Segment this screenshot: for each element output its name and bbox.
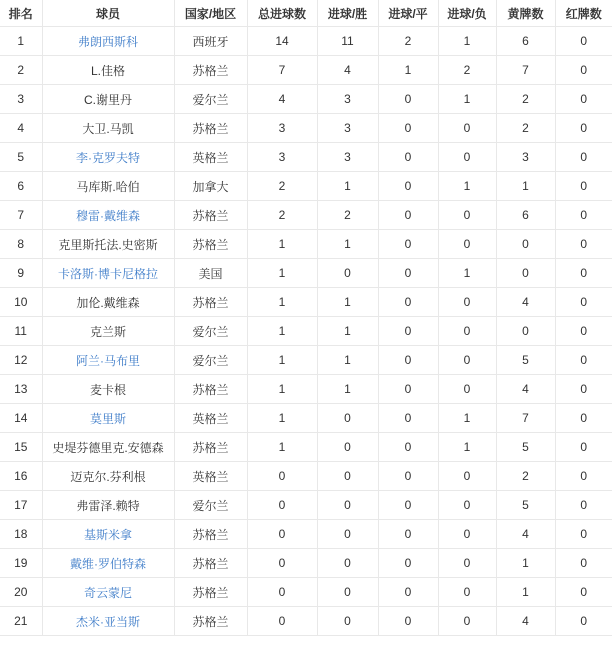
- goals-draw-cell: 0: [378, 259, 438, 288]
- goals-draw-cell: 0: [378, 375, 438, 404]
- yellow-cards-cell: 4: [496, 375, 555, 404]
- red-cards-cell: 0: [555, 520, 612, 549]
- player-name-text: 马库斯.哈伯: [76, 179, 140, 194]
- table-row: [0, 259, 612, 288]
- goals-draw-cell: 0: [378, 491, 438, 520]
- yellow-cards-cell: 1: [496, 172, 555, 201]
- red-cards-cell: 0: [555, 433, 612, 462]
- player-cell: [42, 607, 174, 636]
- country-cell: 爱尔兰: [174, 491, 247, 520]
- goals-win-cell: 0: [317, 491, 378, 520]
- rank-cell: 16: [0, 462, 42, 491]
- goals-win-cell: 4: [317, 56, 378, 85]
- player-name-link[interactable]: 穆雷·戴维森: [76, 208, 140, 223]
- table-row: [0, 607, 612, 636]
- rank-cell: 11: [0, 317, 42, 346]
- player-cell: [42, 578, 174, 607]
- rank-cell: 9: [0, 259, 42, 288]
- total-goals-cell: 3: [247, 114, 317, 143]
- player-name-text: 迈克尔.芬利根: [70, 469, 146, 484]
- col-header-total-goals: 总进球数: [247, 0, 317, 27]
- col-header-goals-draw: 进球/平: [378, 0, 438, 27]
- player-name-text: 麦卡根: [89, 382, 126, 397]
- goals-draw-cell: 0: [378, 288, 438, 317]
- yellow-cards-cell: 0: [496, 317, 555, 346]
- col-header-goals-win: 进球/胜: [317, 0, 378, 27]
- yellow-cards-cell: 5: [496, 491, 555, 520]
- goals-win-cell: 1: [317, 317, 378, 346]
- player-name-text: C.谢里丹: [83, 92, 132, 107]
- total-goals-cell: 0: [247, 578, 317, 607]
- goals-win-cell: 1: [317, 346, 378, 375]
- player-cell: [42, 520, 174, 549]
- table-row: [0, 172, 612, 201]
- player-name-text: 克兰斯: [89, 324, 126, 339]
- rank-cell: 19: [0, 549, 42, 578]
- rank-cell: 6: [0, 172, 42, 201]
- red-cards-cell: 0: [555, 288, 612, 317]
- yellow-cards-cell: 2: [496, 114, 555, 143]
- yellow-cards-cell: 2: [496, 85, 555, 114]
- goals-draw-cell: 0: [378, 317, 438, 346]
- country-cell: 美国: [174, 259, 247, 288]
- country-cell: 加拿大: [174, 172, 247, 201]
- total-goals-cell: 0: [247, 549, 317, 578]
- country-cell: 苏格兰: [174, 549, 247, 578]
- goals-draw-cell: 0: [378, 114, 438, 143]
- country-cell: 爱尔兰: [174, 346, 247, 375]
- rank-cell: 14: [0, 404, 42, 433]
- country-cell: 爱尔兰: [174, 85, 247, 114]
- red-cards-cell: 0: [555, 114, 612, 143]
- goals-loss-cell: 0: [438, 143, 496, 172]
- goals-win-cell: 0: [317, 259, 378, 288]
- player-cell: [42, 288, 174, 317]
- red-cards-cell: 0: [555, 317, 612, 346]
- goals-draw-cell: 0: [378, 549, 438, 578]
- country-cell: 苏格兰: [174, 578, 247, 607]
- total-goals-cell: 0: [247, 607, 317, 636]
- yellow-cards-cell: 5: [496, 346, 555, 375]
- goals-loss-cell: 1: [438, 27, 496, 56]
- player-name-text: 克里斯托法.史密斯: [58, 237, 158, 252]
- country-cell: 苏格兰: [174, 607, 247, 636]
- goals-win-cell: 1: [317, 172, 378, 201]
- col-header-red-cards: 红牌数: [555, 0, 612, 27]
- total-goals-cell: 1: [247, 346, 317, 375]
- yellow-cards-cell: 0: [496, 230, 555, 259]
- yellow-cards-cell: 4: [496, 607, 555, 636]
- player-name-link[interactable]: 奇云蒙尼: [83, 585, 132, 600]
- rank-cell: 3: [0, 85, 42, 114]
- country-cell: 西班牙: [174, 27, 247, 56]
- yellow-cards-cell: 1: [496, 578, 555, 607]
- goals-loss-cell: 0: [438, 201, 496, 230]
- goals-win-cell: 0: [317, 433, 378, 462]
- rank-cell: 21: [0, 607, 42, 636]
- player-name-link[interactable]: 杰米·亚当斯: [76, 614, 140, 629]
- player-cell: [42, 172, 174, 201]
- total-goals-cell: 1: [247, 404, 317, 433]
- goals-draw-cell: 0: [378, 346, 438, 375]
- table-row: [0, 549, 612, 578]
- player-cell: [42, 230, 174, 259]
- goals-win-cell: 1: [317, 375, 378, 404]
- total-goals-cell: 0: [247, 491, 317, 520]
- goals-draw-cell: 0: [378, 607, 438, 636]
- table-row: [0, 56, 612, 85]
- player-name-text: 史堤芬德里克.安德森: [52, 440, 164, 455]
- red-cards-cell: 0: [555, 27, 612, 56]
- goals-draw-cell: 0: [378, 433, 438, 462]
- goals-loss-cell: 1: [438, 433, 496, 462]
- table-body: [0, 27, 612, 636]
- rank-cell: 2: [0, 56, 42, 85]
- table-row: [0, 201, 612, 230]
- goals-draw-cell: 0: [378, 201, 438, 230]
- player-name-link[interactable]: 戴维·罗伯特森: [70, 556, 146, 571]
- yellow-cards-cell: 5: [496, 433, 555, 462]
- total-goals-cell: 0: [247, 520, 317, 549]
- rank-cell: 18: [0, 520, 42, 549]
- total-goals-cell: 1: [247, 317, 317, 346]
- goals-loss-cell: 0: [438, 520, 496, 549]
- country-cell: 苏格兰: [174, 201, 247, 230]
- player-cell: [42, 317, 174, 346]
- country-cell: 苏格兰: [174, 520, 247, 549]
- goals-loss-cell: 2: [438, 56, 496, 85]
- table-row: [0, 317, 612, 346]
- col-header-country: 国家/地区: [174, 0, 247, 27]
- player-cell: [42, 346, 174, 375]
- red-cards-cell: 0: [555, 56, 612, 85]
- col-header-rank: 排名: [0, 0, 42, 27]
- goals-draw-cell: 0: [378, 230, 438, 259]
- yellow-cards-cell: 2: [496, 462, 555, 491]
- rank-cell: 4: [0, 114, 42, 143]
- player-name-link[interactable]: 基斯米拿: [83, 527, 132, 542]
- red-cards-cell: 0: [555, 172, 612, 201]
- table-row: [0, 578, 612, 607]
- table-row: [0, 230, 612, 259]
- country-cell: 英格兰: [174, 462, 247, 491]
- total-goals-cell: 1: [247, 288, 317, 317]
- total-goals-cell: 3: [247, 143, 317, 172]
- player-cell: [42, 27, 174, 56]
- table-row: [0, 520, 612, 549]
- header-row: [0, 0, 612, 27]
- goals-win-cell: 0: [317, 607, 378, 636]
- rank-cell: 7: [0, 201, 42, 230]
- total-goals-cell: 1: [247, 375, 317, 404]
- red-cards-cell: 0: [555, 230, 612, 259]
- red-cards-cell: 0: [555, 578, 612, 607]
- red-cards-cell: 0: [555, 143, 612, 172]
- player-cell: [42, 549, 174, 578]
- goals-win-cell: 0: [317, 549, 378, 578]
- player-name-link[interactable]: 卡洛斯·博卡尼格拉: [58, 266, 158, 281]
- goals-draw-cell: 0: [378, 143, 438, 172]
- country-cell: 苏格兰: [174, 114, 247, 143]
- red-cards-cell: 0: [555, 462, 612, 491]
- yellow-cards-cell: 7: [496, 404, 555, 433]
- table-row: [0, 27, 612, 56]
- goals-win-cell: 0: [317, 462, 378, 491]
- goals-draw-cell: 0: [378, 520, 438, 549]
- player-cell: [42, 85, 174, 114]
- yellow-cards-cell: 3: [496, 143, 555, 172]
- goals-loss-cell: 0: [438, 317, 496, 346]
- yellow-cards-cell: 6: [496, 27, 555, 56]
- goals-loss-cell: 0: [438, 288, 496, 317]
- yellow-cards-cell: 7: [496, 56, 555, 85]
- goals-win-cell: 3: [317, 85, 378, 114]
- country-cell: 苏格兰: [174, 230, 247, 259]
- goals-win-cell: 0: [317, 578, 378, 607]
- rank-cell: 15: [0, 433, 42, 462]
- total-goals-cell: 0: [247, 462, 317, 491]
- player-name-link[interactable]: 阿兰·马布里: [76, 353, 140, 368]
- goals-draw-cell: 0: [378, 404, 438, 433]
- player-cell: [42, 114, 174, 143]
- red-cards-cell: 0: [555, 404, 612, 433]
- goals-draw-cell: 2: [378, 27, 438, 56]
- red-cards-cell: 0: [555, 375, 612, 404]
- goals-draw-cell: 0: [378, 172, 438, 201]
- player-name-text: 弗雷泽.赖特: [76, 498, 140, 513]
- table-row: [0, 288, 612, 317]
- total-goals-cell: 14: [247, 27, 317, 56]
- player-name-link[interactable]: 李·克罗夫特: [76, 150, 140, 165]
- rank-cell: 20: [0, 578, 42, 607]
- goals-win-cell: 11: [317, 27, 378, 56]
- rank-cell: 10: [0, 288, 42, 317]
- country-cell: 苏格兰: [174, 288, 247, 317]
- red-cards-cell: 0: [555, 259, 612, 288]
- yellow-cards-cell: 6: [496, 201, 555, 230]
- rank-cell: 12: [0, 346, 42, 375]
- player-name-text: L.佳格: [90, 63, 125, 78]
- goals-win-cell: 0: [317, 520, 378, 549]
- player-cell: [42, 433, 174, 462]
- yellow-cards-cell: 1: [496, 549, 555, 578]
- yellow-cards-cell: 0: [496, 259, 555, 288]
- table-row: [0, 433, 612, 462]
- goals-draw-cell: 0: [378, 462, 438, 491]
- goals-loss-cell: 0: [438, 549, 496, 578]
- goals-draw-cell: 0: [378, 578, 438, 607]
- total-goals-cell: 7: [247, 56, 317, 85]
- goals-win-cell: 3: [317, 143, 378, 172]
- rank-cell: 17: [0, 491, 42, 520]
- goals-win-cell: 1: [317, 288, 378, 317]
- goals-win-cell: 1: [317, 230, 378, 259]
- player-name-link[interactable]: 弗朗西斯科: [77, 34, 138, 49]
- goals-loss-cell: 0: [438, 578, 496, 607]
- player-cell: [42, 462, 174, 491]
- goals-loss-cell: 1: [438, 85, 496, 114]
- red-cards-cell: 0: [555, 549, 612, 578]
- goals-loss-cell: 1: [438, 404, 496, 433]
- total-goals-cell: 1: [247, 433, 317, 462]
- yellow-cards-cell: 4: [496, 520, 555, 549]
- player-cell: [42, 143, 174, 172]
- player-name-text: 加伦.戴维森: [76, 295, 140, 310]
- red-cards-cell: 0: [555, 607, 612, 636]
- red-cards-cell: 0: [555, 201, 612, 230]
- goals-loss-cell: 0: [438, 230, 496, 259]
- goals-loss-cell: 0: [438, 346, 496, 375]
- table-row: [0, 85, 612, 114]
- player-cell: [42, 56, 174, 85]
- red-cards-cell: 0: [555, 491, 612, 520]
- country-cell: 苏格兰: [174, 375, 247, 404]
- country-cell: 英格兰: [174, 404, 247, 433]
- table-row: [0, 114, 612, 143]
- total-goals-cell: 2: [247, 201, 317, 230]
- goals-win-cell: 0: [317, 404, 378, 433]
- goals-loss-cell: 1: [438, 259, 496, 288]
- goals-win-cell: 2: [317, 201, 378, 230]
- player-cell: [42, 259, 174, 288]
- total-goals-cell: 1: [247, 230, 317, 259]
- player-name-link[interactable]: 莫里斯: [89, 411, 126, 426]
- table-row: [0, 143, 612, 172]
- table-row: [0, 346, 612, 375]
- rank-cell: 1: [0, 27, 42, 56]
- country-cell: 苏格兰: [174, 56, 247, 85]
- goals-loss-cell: 0: [438, 462, 496, 491]
- goals-win-cell: 3: [317, 114, 378, 143]
- total-goals-cell: 2: [247, 172, 317, 201]
- total-goals-cell: 4: [247, 85, 317, 114]
- rank-cell: 13: [0, 375, 42, 404]
- country-cell: 英格兰: [174, 143, 247, 172]
- rank-cell: 5: [0, 143, 42, 172]
- player-cell: [42, 491, 174, 520]
- col-header-yellow-cards: 黄牌数: [496, 0, 555, 27]
- goals-draw-cell: 1: [378, 56, 438, 85]
- red-cards-cell: 0: [555, 85, 612, 114]
- red-cards-cell: 0: [555, 346, 612, 375]
- rank-cell: 8: [0, 230, 42, 259]
- player-cell: [42, 404, 174, 433]
- table-row: [0, 462, 612, 491]
- yellow-cards-cell: 4: [496, 288, 555, 317]
- player-name-text: 大卫.马凯: [82, 121, 134, 136]
- goals-loss-cell: 0: [438, 375, 496, 404]
- goals-loss-cell: 1: [438, 172, 496, 201]
- goals-loss-cell: 0: [438, 114, 496, 143]
- goals-loss-cell: 0: [438, 607, 496, 636]
- table-row: [0, 404, 612, 433]
- total-goals-cell: 1: [247, 259, 317, 288]
- country-cell: 爱尔兰: [174, 317, 247, 346]
- table-row: [0, 375, 612, 404]
- country-cell: 苏格兰: [174, 433, 247, 462]
- table-row: [0, 491, 612, 520]
- player-cell: [42, 375, 174, 404]
- col-header-player: 球员: [42, 0, 174, 27]
- player-cell: [42, 201, 174, 230]
- goals-draw-cell: 0: [378, 85, 438, 114]
- col-header-goals-loss: 进球/负: [438, 0, 496, 27]
- goals-loss-cell: 0: [438, 491, 496, 520]
